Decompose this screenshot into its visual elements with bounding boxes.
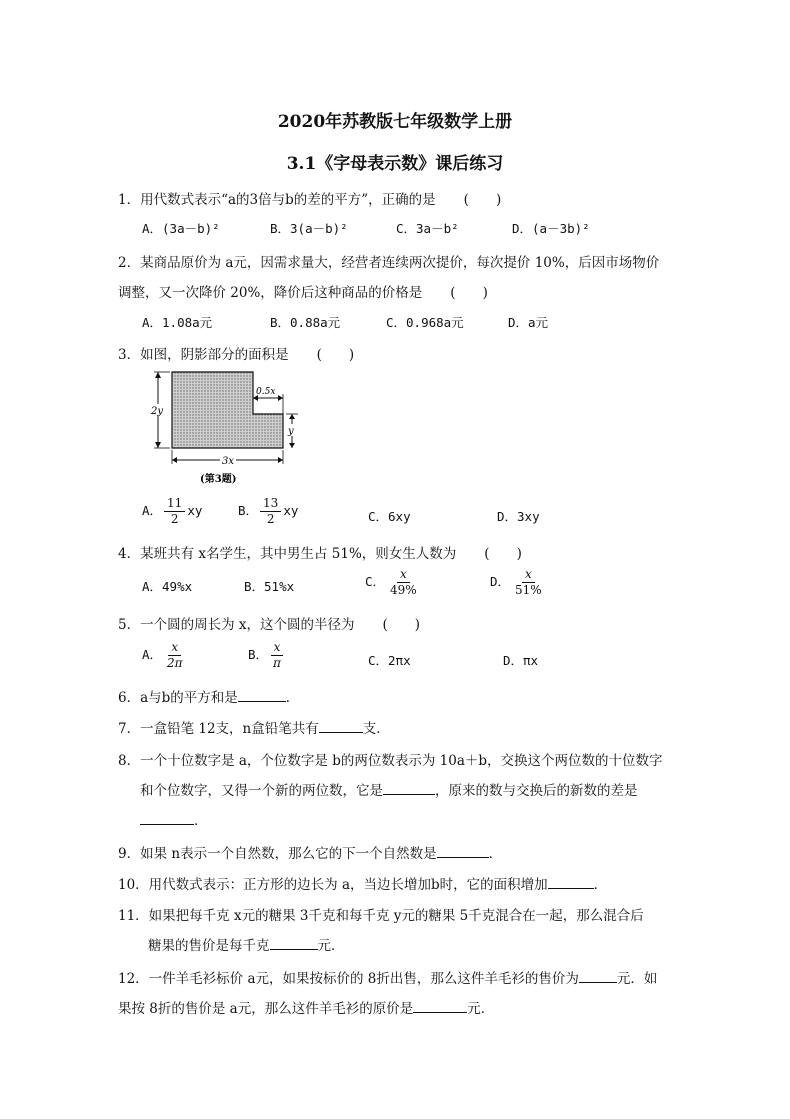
q4-option-c: C． $\frac{x}{49\%}$	[365, 567, 417, 597]
question-6: 6．a与b的平方和是 ．	[118, 690, 300, 706]
doc-title: 2020年苏教版七年级数学上册	[277, 112, 513, 132]
q2-option-c: C．0.968a元	[386, 315, 464, 330]
label-3x: 3x	[222, 456, 235, 467]
answer-blank	[140, 812, 194, 825]
figure-caption: (第3题)	[200, 474, 237, 485]
question-5-text: 5．一个圆的周长为 x，这个圆的半径为	[118, 617, 355, 633]
label-2y: 2y	[151, 406, 164, 417]
answer-paren: ( )	[382, 617, 421, 633]
answer-blank	[437, 845, 489, 858]
question-12-line-2: 果按 8折的售价是 a元，那么这件羊毛衫的原价是 元．	[118, 1001, 495, 1017]
q4-option-d: D． $\frac{x}{51\%}$	[490, 567, 542, 597]
answer-blank	[579, 970, 617, 983]
question-11-line-2: 糖果的售价是每千克 元．	[148, 938, 345, 954]
question-2-line-2	[118, 281, 488, 301]
q1-option-a: A．(3a－b)²	[142, 221, 220, 236]
figure-svg	[150, 366, 310, 488]
doc-subtitle: 3.1《字母表示数》课后练习	[286, 154, 504, 174]
answer-blank	[238, 689, 286, 702]
q1-option-d: D．(a－3b)²	[512, 221, 590, 236]
q5-option-c: C．2πx	[368, 653, 411, 668]
question-11-line-1: 11．如果把每千克 x元的糖果 3千克和每千克 y元的糖果 5千克混合在一起，那么混合后	[118, 908, 644, 924]
q5-option-a: A． $\frac{x}{2\pi}$	[142, 640, 183, 670]
answer-paren: ( )	[316, 347, 355, 363]
question-8-line-2: 和个位数字，又得一个新的两位数，它是 ，原来的数与交换后的新数的差是	[140, 783, 638, 799]
answer-paren: ( )	[463, 192, 502, 208]
label-0.5x: 0.5x	[256, 387, 276, 397]
q2-option-b: B．0.88a元	[270, 315, 341, 330]
question-10: 10．用代数式表示：正方形的边长为 a，当边长增加b时，它的面积增加 ．	[118, 877, 608, 893]
question-1	[118, 188, 501, 208]
q2-option-d: D．a元	[508, 315, 549, 330]
question-7: 7．一盒铅笔 12支，n盒铅笔共有 支．	[118, 721, 390, 737]
q4-option-a: A．49%x	[142, 579, 193, 594]
answer-paren: ( )	[450, 285, 488, 301]
answer-blank	[383, 782, 435, 795]
q5-option-d: D．πx	[503, 653, 539, 668]
question-8-line-3: ．	[140, 809, 208, 829]
q2-option-a: A．1.08a元	[142, 315, 213, 330]
answer-blank	[319, 720, 363, 733]
question-3	[118, 343, 354, 363]
answer-blank	[270, 937, 318, 950]
q3-option-b: B． $\frac{13}{2}$ xy	[238, 496, 299, 526]
shaded-region	[172, 372, 283, 448]
question-5	[118, 613, 420, 633]
q3-option-c: C．6xy	[368, 509, 411, 524]
question-1-text: 1．用代数式表示“a的3倍与b的差的平方”，正确的是	[118, 192, 436, 208]
q1-option-c: C．3a－b²	[396, 221, 459, 236]
question-12-line-1: 12．一件羊毛衫标价 a元，如果按标价的 8折出售，那么这件羊毛衫的售价为 元．如	[118, 971, 658, 987]
q3-option-a: A． $\frac{11}{2}$ xy	[142, 496, 203, 526]
answer-blank	[413, 1000, 467, 1013]
q5-option-b: B． $\frac{x}{\pi}$	[248, 640, 286, 671]
question-4	[118, 542, 522, 562]
question-3-text: 3．如图，阴影部分的面积是	[118, 347, 289, 363]
answer-blank	[548, 876, 594, 889]
q1-option-b: B．3(a－b)²	[270, 221, 348, 236]
question-4-text: 4．某班共有 x名学生，其中男生占 51%，则女生人数为	[118, 546, 457, 562]
question-8-line-1: 8．一个十位数字是 a，个位数字是 b的两位数表示为 10a＋b，交换这个两位数的十位数字	[118, 753, 663, 769]
answer-paren: ( )	[484, 546, 522, 562]
question-2-line-1: 2．某商品原价为 a元，因需求量大，经营者连续两次提价，每次提价 10%，后因市场物价	[118, 255, 660, 271]
label-y: y	[288, 426, 294, 437]
question-2-text: 调整，又一次降价 20%，降价后这种商品的价格是	[118, 285, 423, 301]
q3-option-d: D．3xy	[497, 509, 540, 524]
q4-option-b: B．51%x	[244, 579, 295, 594]
shaded-area-figure	[150, 366, 310, 488]
question-9: 9．如果 n表示一个自然数，那么它的下一个自然数是 ．	[118, 846, 503, 862]
